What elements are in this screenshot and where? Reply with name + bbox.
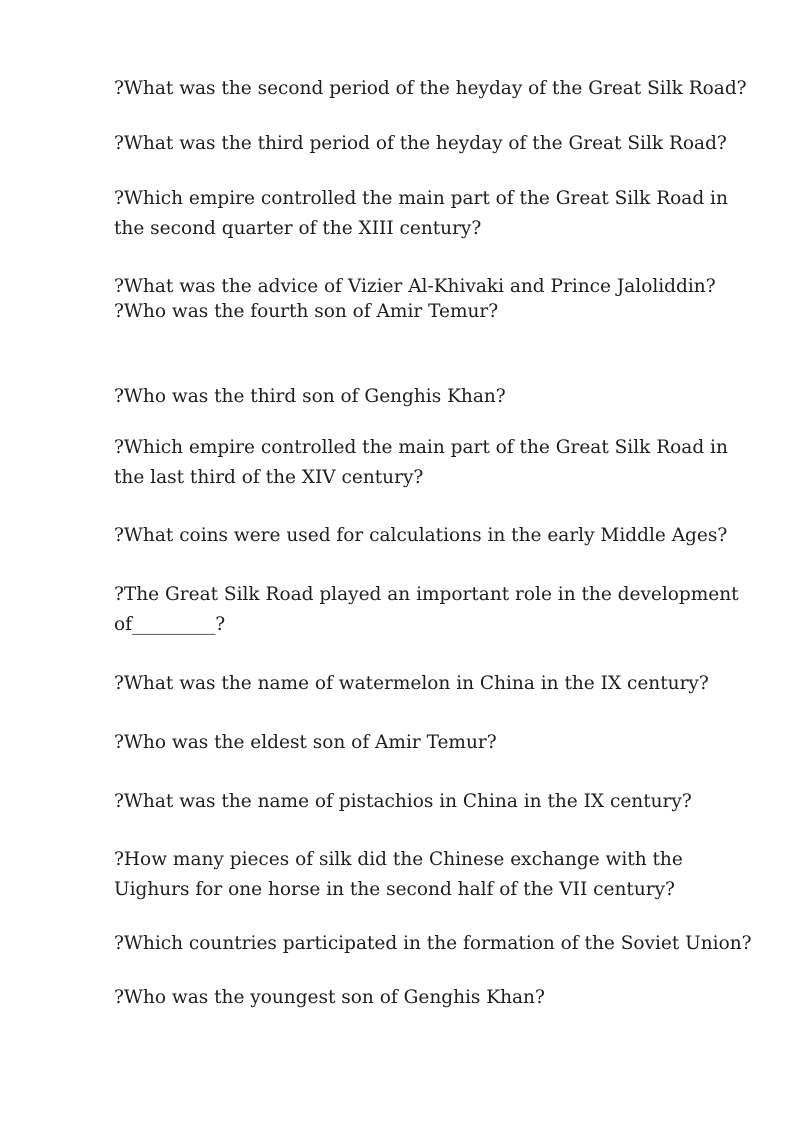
question-text: ?The Great Silk Road played an important role in the development of_________?	[114, 584, 739, 635]
question-text: ?What was the name of pistachios in China in the IX century?	[114, 791, 692, 812]
question-text: ?Who was the eldest son of Amir Temur?	[114, 732, 497, 753]
question-text: ?What was the name of watermelon in China in the IX century?	[114, 673, 709, 694]
question-text: ?How many pieces of silk did the Chinese exchange with the Uighurs for one horse in the second half of the VII century?	[114, 849, 683, 900]
question-text: ?What was the second period of the heyday of the Great Silk Road?	[114, 78, 747, 99]
question-text: ?What was the third period of the heyday of the Great Silk Road?	[114, 133, 727, 154]
question-text: ?What coins were used for calculations in the early Middle Ages?	[114, 525, 728, 546]
question-text: ?What was the advice of Vizier Al-Khivaki and Prince Jaloliddin?	[114, 276, 716, 297]
question-text: ?Who was the fourth son of Amir Temur?	[114, 301, 499, 322]
question-text: ?Which empire controlled the main part of the Great Silk Road in the last third of the XIV century?	[114, 437, 728, 488]
question-text: ?Which empire controlled the main part of the Great Silk Road in the second quarter of the XIII century?	[114, 188, 728, 239]
question-text: ?Which countries participated in the formation of the Soviet Union?	[114, 933, 752, 954]
question-text: ?Who was the youngest son of Genghis Khan?	[114, 987, 545, 1008]
question-text: ?Who was the third son of Genghis Khan?	[114, 386, 506, 407]
